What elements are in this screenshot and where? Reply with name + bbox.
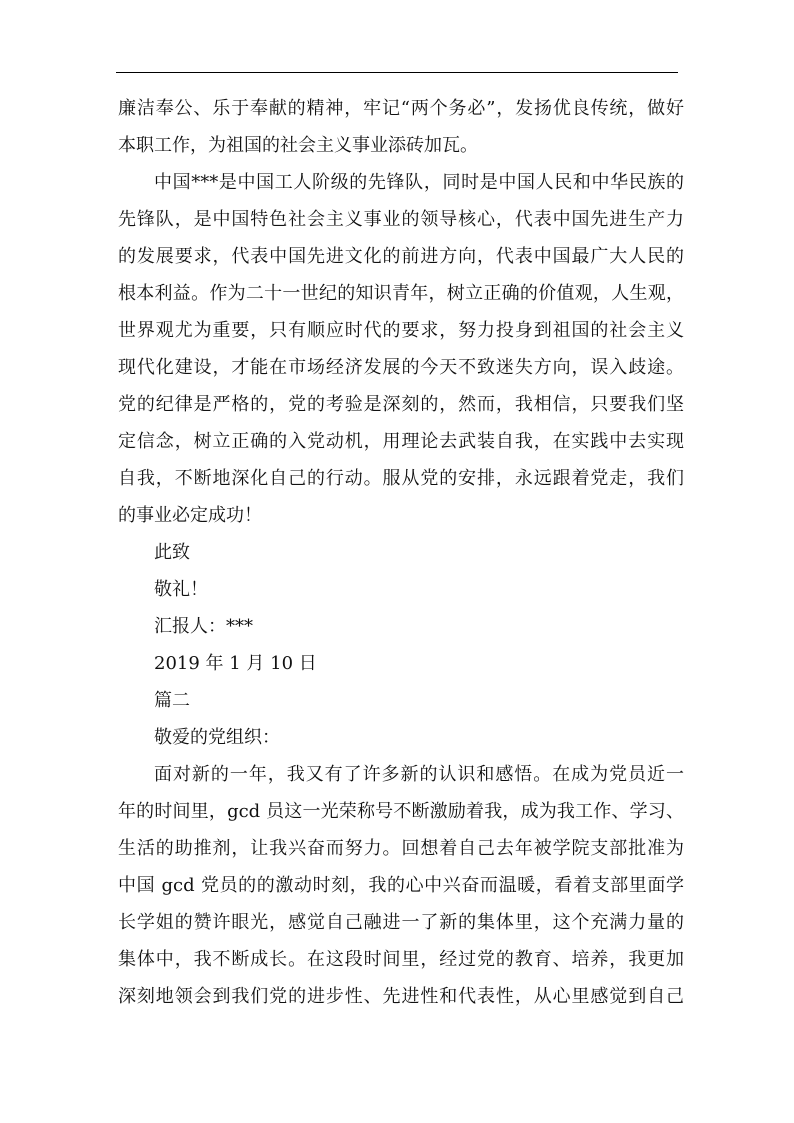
document-body xyxy=(118,90,684,1015)
body-line: 廉洁奉公、乐于奉献的精神，牢记“两个务必”，发扬优良传统，做好 xyxy=(118,98,684,119)
body-line: 长学姐的赞许眼光，感觉自己融进一了新的集体里，这个充满力量的 xyxy=(118,912,684,933)
header-rule xyxy=(116,72,678,73)
body-line: 的发展要求，代表中国先进文化的前进方向，代表中国最广大人民的 xyxy=(118,246,684,267)
closing-jing-li: 敬礼！ xyxy=(154,579,208,600)
reporter-signature: 汇报人：*** xyxy=(154,616,253,637)
section-label: 篇二 xyxy=(154,690,190,711)
body-line: 深刻地领会到我们党的进步性、先进性和代表性，从心里感觉到自己 xyxy=(118,986,684,1007)
body-line: 世界观尤为重要，只有顺应时代的要求，努力投身到祖国的社会主义 xyxy=(118,320,684,341)
body-line: 自我，不断地深化自己的行动。服从党的安排，永远跟着党走，我们 xyxy=(118,468,684,489)
body-line: 定信念，树立正确的入党动机，用理论去武装自我，在实践中去实现 xyxy=(118,431,684,452)
body-line: 根本利益。作为二十一世纪的知识青年，树立正确的价值观，人生观， xyxy=(118,283,684,304)
body-line: 生活的助推剂，让我兴奋而努力。回想着自己去年被学院支部批准为 xyxy=(118,838,684,859)
paragraph-first-line: 中国***是中国工人阶级的先锋队，同时是中国人民和中华民族的 xyxy=(154,172,684,193)
body-line: 集体中，我不断成长。在这段时间里，经过党的教育、培养，我更加 xyxy=(118,949,684,970)
report-date: 2019 年 1 月 10 日 xyxy=(154,653,317,674)
body-line: 党的纪律是严格的，党的考验是深刻的，然而，我相信，只要我们坚 xyxy=(118,394,684,415)
body-line: 本职工作，为祖国的社会主义事业添砖加瓦。 xyxy=(118,135,478,156)
body-line: 中国 gcd 党员的的激动时刻，我的心中兴奋而温暖，看着支部里面学 xyxy=(118,875,684,896)
body-line: 的事业必定成功！ xyxy=(118,505,262,526)
body-line: 先锋队，是中国特色社会主义事业的领导核心，代表中国先进生产力 xyxy=(118,209,684,230)
body-line: 年的时间里，gcd 员这一光荣称号不断激励着我，成为我工作、学习、 xyxy=(118,801,684,822)
salutation: 敬爱的党组织： xyxy=(154,727,280,748)
closing-ci-zhi: 此致 xyxy=(154,542,190,563)
body-line: 现代化建设，才能在市场经济发展的今天不致迷失方向，误入歧途。 xyxy=(118,357,684,378)
paragraph-first-line: 面对新的一年，我又有了许多新的认识和感悟。在成为党员近一 xyxy=(154,764,684,785)
